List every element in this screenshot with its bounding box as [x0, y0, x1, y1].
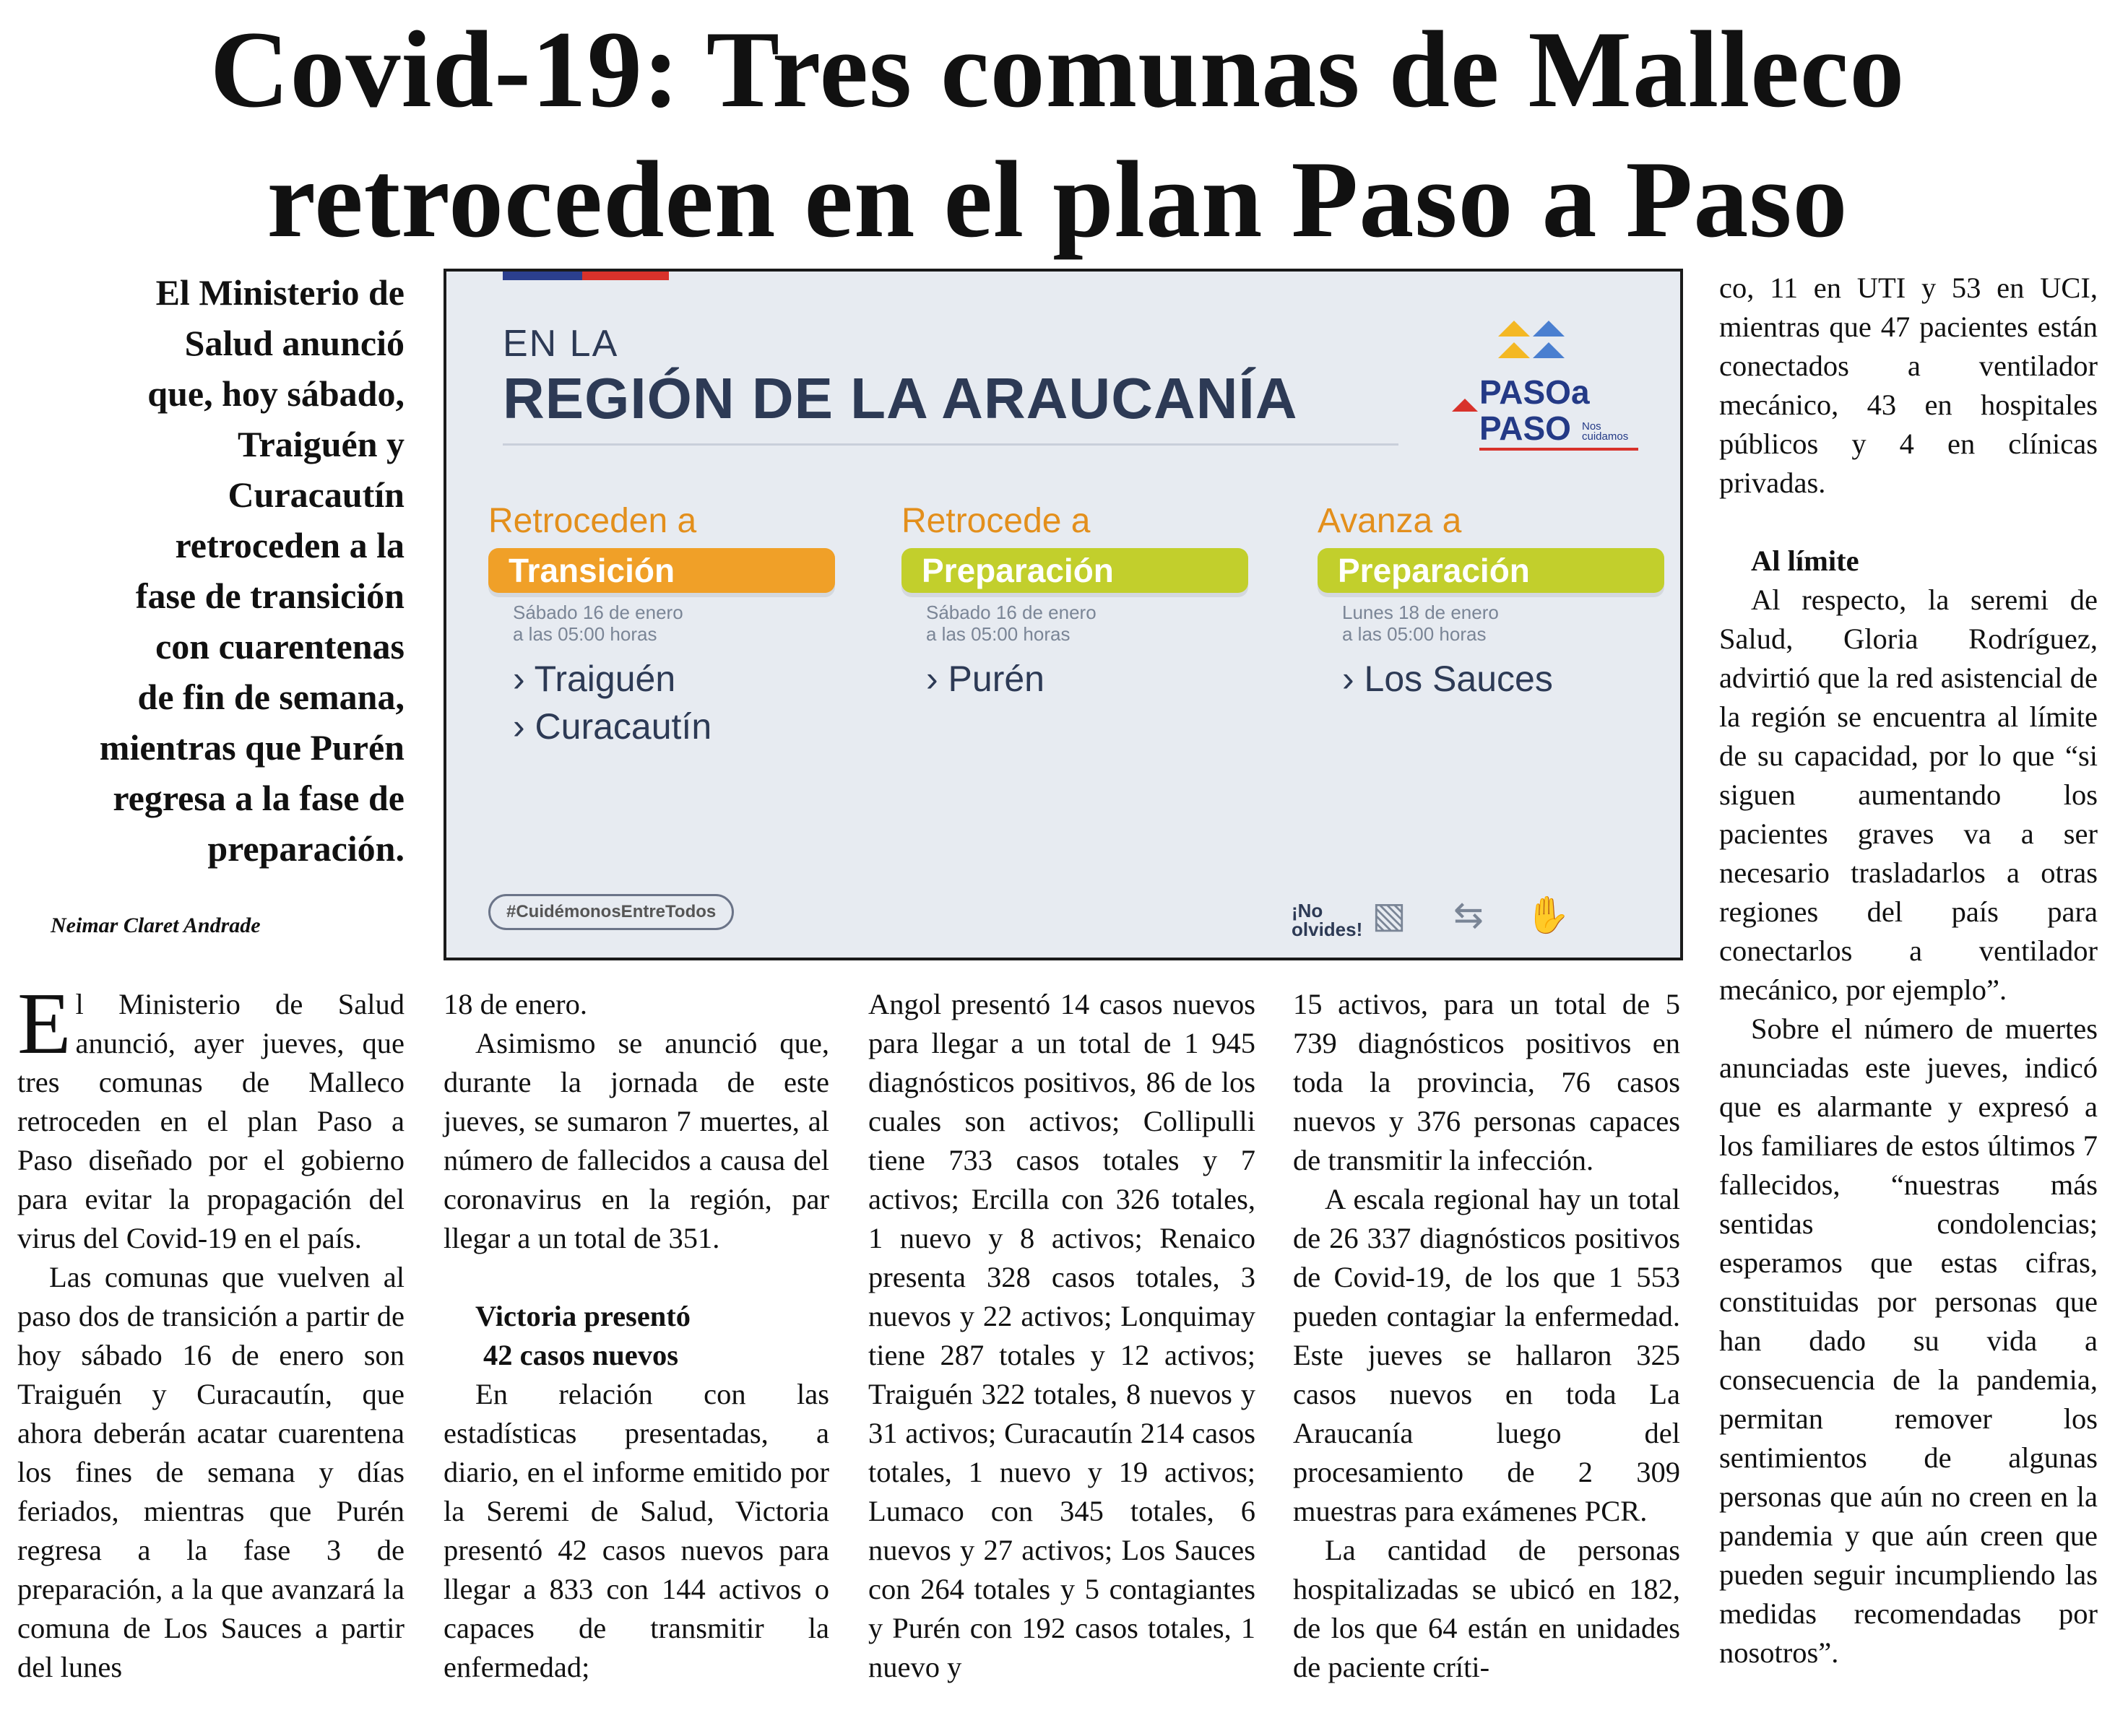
hashtag-badge: #CuidémonosEntreTodos	[488, 894, 734, 930]
paragraph: 18 de enero.	[444, 988, 588, 1020]
logo-line-2: PASO	[1479, 409, 1571, 447]
subheading: Victoria presentó	[475, 1300, 691, 1332]
mask-icon: ▧	[1372, 895, 1406, 935]
infographic-divider	[503, 443, 1398, 446]
reminder-line: ¡No	[1292, 900, 1323, 921]
phase-time-line: a las 05:00 horas	[513, 623, 657, 645]
phase-date	[488, 602, 835, 645]
lede-line: Curacautín	[228, 474, 405, 515]
paragraph: Sobre el número de muertes anunciadas este jueves, indicó que es alarmante y expresó a los familiares de estos últimos 7 fallecidos, “nuestras más sentidas condolencias; esperamos que estas cifras, constituidas por personas que han dado su vida a consecuencia de la pandemia, permitan remover los sentimientos de algunas personas que aún no creen en la pandemia y que aún creen que pueden seguir incumpliendo las medidas recomendadas por nosotros”.	[1719, 1012, 2098, 1669]
place-item: › Traiguén	[513, 659, 676, 699]
lede	[22, 267, 405, 874]
phase-block-1	[488, 501, 835, 750]
lede-line: Traiguén y	[237, 424, 405, 464]
phase-date-line: Sábado 16 de enero	[513, 602, 683, 623]
place-item: › Purén	[926, 659, 1044, 699]
infographic	[444, 269, 1683, 960]
logo-chevron-icon	[1533, 321, 1565, 337]
phase-block-2	[901, 501, 1248, 703]
paragraph: La cantidad de personas hospitalizadas se ubicó en 182, de los que 64 están en unidades de paciente críti-	[1293, 1534, 1680, 1683]
phase-date	[901, 602, 1248, 645]
lede-line: con cuarentenas	[155, 626, 405, 667]
article-column-1	[17, 975, 405, 1687]
headline-line-1: Covid-19: Tres comunas de Malleco	[209, 9, 1906, 130]
paragraph: Al respecto, la seremi de Salud, Gloria Rodríguez, advirtió que la red asistencial de la región se encuentra al límite de su capacidad, por lo que “si siguen aumentando los pacientes graves va a ser necesario trasladarlos a otras regiones del país para conectarlos a ventilador mecánico, por ejemplo”.	[1719, 583, 2098, 1006]
phase-date	[1318, 602, 1664, 645]
headline	[0, 4, 2115, 264]
article-column-4	[1293, 985, 1680, 1687]
handwash-icon: ✋	[1525, 895, 1571, 935]
subheading: Al límite	[1751, 544, 1859, 577]
paragraph: Asimismo se anunció que, durante la jornada de este jueves, se sumaron 7 muertes, al número de fallecidos a causa del coronavirus en la región, par llegar a un total de 351.	[444, 1027, 829, 1254]
logo-chevron-icon	[1498, 342, 1530, 358]
paragraph: Angol presentó 14 casos nuevos para llegar a un total de 1 945 diagnósticos positivos, 86 de los cuales son activos; Collipulli tiene 733 casos totales y 7 activos; Ercilla con 326 totales, 1 nuevo y 8 activos; Renaico presenta 328 casos totales, 3 nuevos y 22 activos; Lonquimay tiene 287 totales y 12 activos; Traiguén 322 totales, 8 nuevos y 31 activos; Curacautín 214 casos totales, 1 nuevo y 19 activos; Lumaco con 345 totales, 6 nuevos y 27 activos; Los Sauces con 264 totales y 5 contagiantes y Purén con 192 casos totales, 1 nuevo y	[868, 988, 1255, 1683]
phase-pill: Preparación	[901, 548, 1248, 593]
paragraph: En relación con las estadísticas presentadas, a diario, en el informe emitido por la Seremi de Salud, Victoria presentó 42 casos nuevos para llegar a 833 con 144 activos o capaces de transmitir la enfermedad;	[444, 1378, 829, 1683]
phase-places	[1318, 655, 1664, 703]
phase-time-line: a las 05:00 horas	[926, 623, 1071, 645]
infographic-en-la: EN LA	[503, 323, 619, 365]
article-column-5	[1719, 269, 2098, 1672]
flag-stripe-red	[582, 272, 669, 280]
lede-line: mientras que Purén	[99, 727, 405, 768]
lede-line: retroceden a la	[175, 525, 405, 565]
place-item: › Curacautín	[513, 706, 712, 747]
subheading: 42 casos nuevos	[483, 1339, 679, 1371]
distance-icon: ⇆	[1453, 895, 1484, 935]
phase-time-line: a las 05:00 horas	[1342, 623, 1487, 645]
phase-label: Retroceden a	[488, 502, 697, 540]
lede-line: Salud anunció	[184, 323, 405, 363]
phase-date-line: Lunes 18 de enero	[1342, 602, 1499, 623]
lede-line: de fin de semana,	[137, 677, 405, 717]
article-column-3	[868, 985, 1255, 1687]
paragraph	[17, 975, 405, 1258]
paragraph: Las comunas que vuelven al paso dos de transición a partir de hoy sábado 16 de enero son Traiguén y Curacautín, que ahora deberán acatar cuarentena los fines de semana y días feriados, mientras que Purén regresa a la fase 3 de preparación, a la que avanzará la comuna de Los Sauces a partir del lunes	[17, 1261, 405, 1683]
logo-line-1: PASOa	[1479, 373, 1590, 411]
lede-line: que, hoy sábado,	[147, 373, 405, 414]
place-item: › Los Sauces	[1342, 659, 1553, 699]
lede-line: regresa a la fase de	[113, 778, 405, 818]
headline-line-2: retroceden en el plan Paso a Paso	[267, 139, 1848, 260]
logo-chevron-icon	[1498, 321, 1530, 337]
reminder-text	[1292, 901, 1362, 939]
phase-label: Retrocede a	[901, 502, 1091, 540]
logo-chevron-icon	[1533, 342, 1565, 358]
dropcap: E	[17, 975, 72, 1072]
flag-stripe-blue	[503, 272, 582, 280]
paragraph: co, 11 en UTI y 53 en UCI, mientras que 47 pacientes están conectados a ventilador mecánico, 43 en hospitales públicos y 4 en clínicas privadas.	[1719, 272, 2098, 499]
phase-label: Avanza a	[1318, 502, 1462, 540]
phase-places	[488, 655, 835, 750]
paso-a-paso-logo	[1448, 313, 1657, 451]
phase-pill: Preparación	[1318, 548, 1664, 593]
lede-line: El Ministerio de	[155, 272, 405, 313]
paragraph: 15 activos, para un total de 5 739 diagnósticos positivos en toda la provincia, 76 casos nuevos y 376 personas capaces de transmitir la infección.	[1293, 988, 1680, 1176]
phase-places	[901, 655, 1248, 703]
logo-tagline: Nos cuidamos	[1582, 420, 1629, 443]
phase-date-line: Sábado 16 de enero	[926, 602, 1097, 623]
paragraph-text: l Ministerio de Salud anunció, ayer jueves, que tres comunas de Malleco retroceden en el plan Paso a Paso diseñado por el gobierno para evitar la propagación del virus del Covid-19 en el país.	[17, 988, 405, 1254]
logo-underline	[1479, 448, 1638, 451]
logo-chevron-red-icon	[1452, 399, 1478, 412]
phase-pill: Transición	[488, 548, 835, 593]
author-byline: Neimar Claret Andrade	[51, 913, 261, 937]
paragraph: A escala regional hay un total de 26 337 diagnósticos positivos de Covid-19, de los que 1 553 pueden contagiar la enfermedad. Este jueves se hallaron 325 casos nuevos en toda La Araucanía luego del procesamiento de 2 309 muestras para exámenes PCR.	[1293, 1183, 1680, 1527]
article-column-2	[444, 985, 829, 1687]
lede-line: fase de transición	[135, 576, 405, 616]
infographic-region: REGIÓN DE LA ARAUCANÍA	[503, 366, 1298, 430]
lede-line: preparación.	[207, 828, 405, 869]
reminder-line: olvides!	[1292, 919, 1363, 940]
phase-block-3	[1318, 501, 1664, 703]
